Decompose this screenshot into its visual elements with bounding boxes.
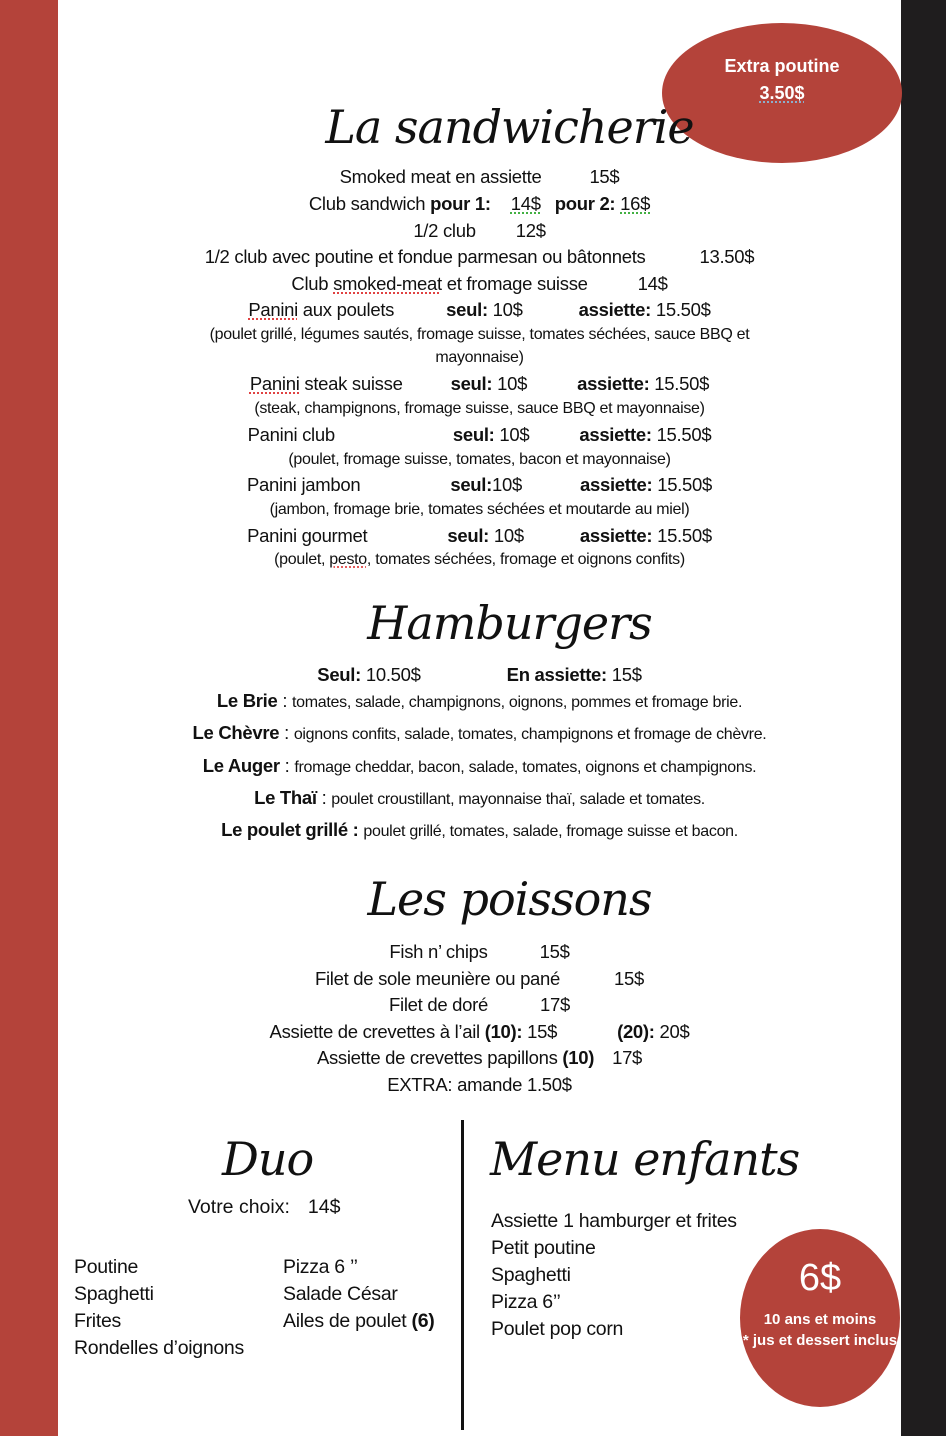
menu-item-club-sandwich: Club sandwich pour 1: 14$ pour 2: 16$ <box>308 193 651 214</box>
left-border <box>0 0 58 1436</box>
menu-item-description: (steak, champignons, fromage suisse, sauce BBQ et mayonnaise) <box>254 400 705 417</box>
hamburger-item: Le Thaï : poulet croustillant, mayonnaise thaï, salade et tomates. <box>254 787 705 808</box>
kids-included-note: * jus et dessert inclus <box>742 1332 898 1349</box>
menu-page <box>58 0 901 1436</box>
hamburger-item: Le Auger : fromage cheddar, bacon, salade, tomates, oignons et champignons. <box>202 755 757 776</box>
badge-price: 3.50$ <box>759 83 805 103</box>
poisson-item: Fish n’ chips 15$ <box>389 941 570 962</box>
kids-age-note: 10 ans et moins <box>763 1311 877 1328</box>
poisson-item: Filet de doré 17$ <box>389 994 570 1015</box>
list-item: Poulet pop corn <box>491 1318 624 1340</box>
menu-item-panini-steak: Panini steak suisse seul: 10$ assiette: 15.50$ <box>249 373 710 394</box>
duo-right-list <box>283 1254 434 1335</box>
menu-item-half-club-poutine: 1/2 club avec poutine et fondue parmesan ou bâtonnets 13.50$ <box>204 246 755 267</box>
list-item: Ailes de poulet (6) <box>283 1310 435 1332</box>
section-title-menu-enfants: Menu enfants <box>490 1132 800 1186</box>
menu-item-panini-club: Panini club seul: 10$ assiette: 15.50$ <box>247 424 712 445</box>
menu-item-description: (poulet, fromage suisse, tomates, bacon et mayonnaise) <box>288 451 671 468</box>
list-item: Pizza 6 ’’ <box>283 1256 358 1278</box>
menu-item-half-club: 1/2 club 12$ <box>413 220 546 241</box>
hamburger-prices: Seul: 10.50$ En assiette: 15$ <box>317 664 642 685</box>
badge-title: Extra poutine <box>724 56 840 76</box>
kids-price: 6$ <box>798 1257 842 1299</box>
menu-item-panini-gourmet: Panini gourmet seul: 10$ assiette: 15.50$ <box>247 525 712 546</box>
menu-item-description: (jambon, fromage brie, tomates séchées et moutarde au miel) <box>269 501 690 518</box>
menu-item-description: mayonnaise) <box>435 349 524 366</box>
menu-item-panini-jambon: Panini jambon seul:10$ assiette: 15.50$ <box>246 474 712 495</box>
right-border <box>901 0 946 1436</box>
list-item: Rondelles d’oignons <box>74 1337 244 1359</box>
list-item: Pizza 6’’ <box>491 1291 561 1313</box>
section-title-hamburgers: Hamburgers <box>367 596 652 650</box>
hamburger-item: Le Chèvre : oignons confits, salade, tomates, champignons et fromage de chèvre. <box>192 722 767 743</box>
menu-item-description: (poulet, pesto, tomates séchées, fromage et oignons confits) <box>274 551 685 568</box>
duo-left-list <box>74 1254 244 1362</box>
poisson-extra: EXTRA: amande 1.50$ <box>387 1074 572 1095</box>
menu-item-description: (poulet grillé, légumes sautés, fromage suisse, tomates séchées, sauce BBQ et <box>209 326 750 343</box>
menu-item-club-smoked-meat: Club smoked-meat et fromage suisse 14$ <box>291 273 668 294</box>
menu-item-panini-poulets: Panini aux poulets seul: 10$ assiette: 15.50$ <box>248 299 711 320</box>
kids-price-badge <box>740 1229 900 1407</box>
enfants-list <box>491 1208 737 1343</box>
duo-choice: Votre choix: 14$ <box>188 1196 341 1218</box>
poisson-item: Filet de sole meunière ou pané 15$ <box>315 968 644 989</box>
list-item: Salade César <box>283 1283 398 1305</box>
list-item: Frites <box>74 1310 121 1332</box>
section-title-duo: Duo <box>222 1132 314 1186</box>
section-title-poissons: Les poissons <box>367 872 652 926</box>
list-item: Poutine <box>74 1256 139 1278</box>
list-item: Petit poutine <box>491 1237 596 1259</box>
list-item: Spaghetti <box>74 1283 154 1305</box>
hamburger-item: Le poulet grillé : poulet grillé, tomates, salade, fromage suisse et bacon. <box>221 819 738 840</box>
poisson-item: Assiette de crevettes papillons (10) 17$ <box>316 1047 643 1068</box>
menu-item-smoked-meat: Smoked meat en assiette 15$ <box>339 166 620 187</box>
section-title-sandwicherie: La sandwicherie <box>325 100 694 154</box>
list-item: Spaghetti <box>491 1264 571 1286</box>
poisson-item: Assiette de crevettes à l’ail (10): 15$ (20): 20$ <box>269 1021 690 1042</box>
hamburger-item: Le Brie : tomates, salade, champignons, oignons, pommes et fromage brie. <box>216 690 743 711</box>
column-divider <box>461 1120 464 1430</box>
list-item: Assiette 1 hamburger et frites <box>491 1210 737 1232</box>
